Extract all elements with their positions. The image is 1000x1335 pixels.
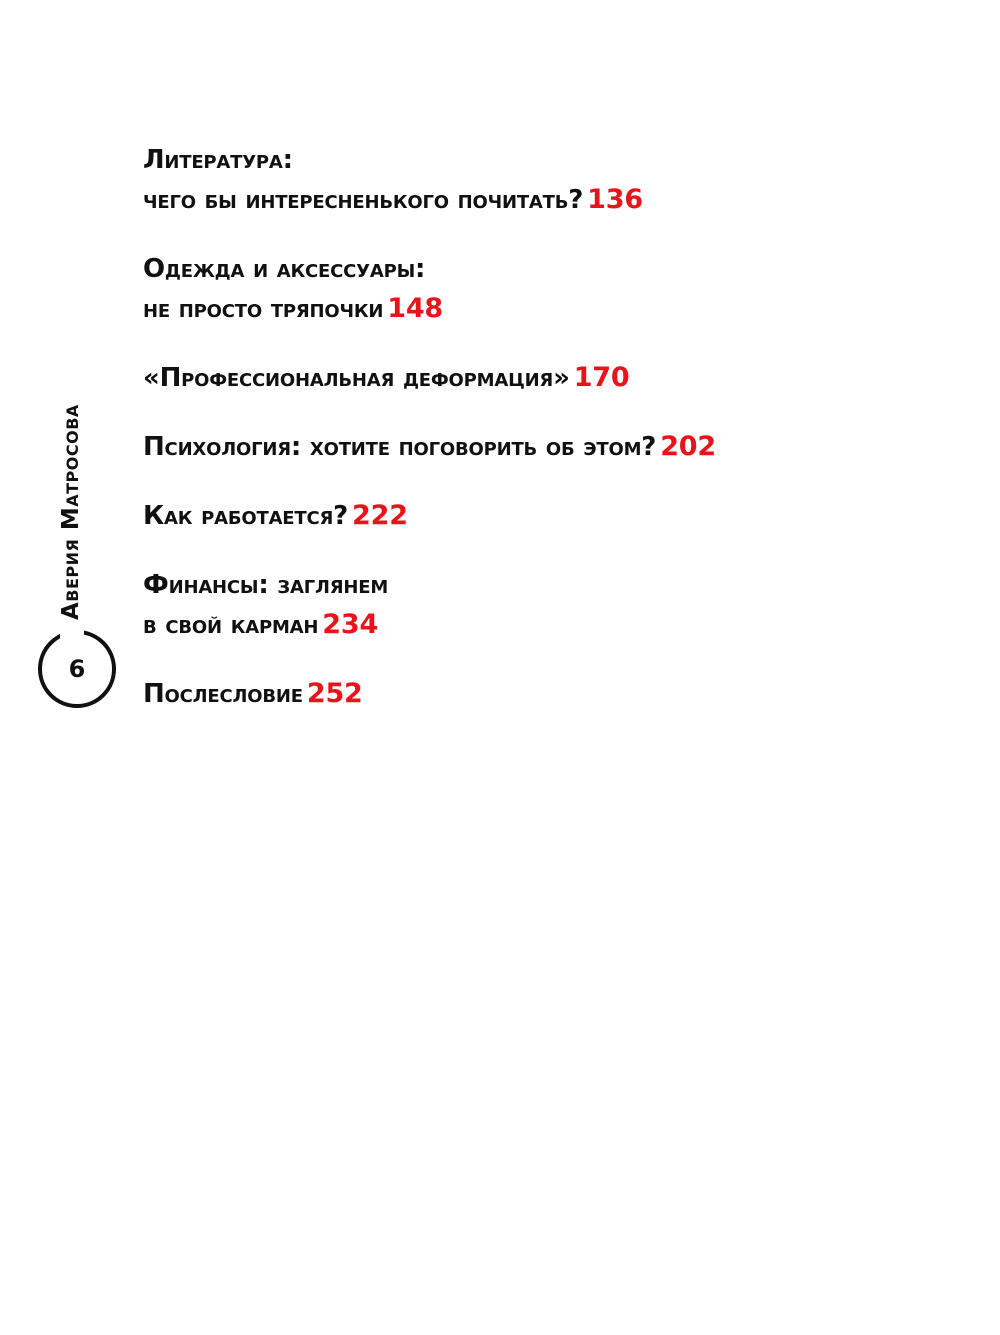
toc-entry-page: 252 (306, 678, 363, 709)
toc-entry-page: 148 (387, 293, 443, 324)
toc-entry-title: «Профессиональная деформация» (143, 363, 570, 393)
toc-entry-work (143, 496, 963, 536)
toc-entry-deformation (143, 358, 963, 398)
toc-entry-page: 136 (587, 184, 643, 215)
toc-entry-literature (143, 140, 963, 220)
toc-entry-subtitle: в свой карман (143, 610, 319, 640)
toc-entry-title: Одежда и аксессуары: (143, 254, 426, 284)
circle-gap (60, 622, 84, 638)
toc-entry-title: Психология: хотите поговорить об этом? (143, 432, 657, 462)
toc-entry-page: 202 (660, 431, 716, 462)
toc-entry-finance (143, 565, 963, 645)
author-name: Аверия Матросова (58, 404, 84, 620)
toc-entry-title: Послесловие (143, 679, 303, 709)
toc-entry-page: 234 (322, 609, 379, 640)
toc-entry-page: 170 (573, 362, 630, 393)
toc-entry-title: Финансы: заглянем (143, 570, 389, 600)
toc-entry-subtitle: чего бы интересненького почитать? (143, 185, 584, 215)
page-number-circle (38, 630, 116, 708)
toc-entry-page: 222 (352, 500, 408, 531)
toc-entry-clothing (143, 249, 963, 329)
toc-entry-afterword (143, 674, 963, 714)
toc-entry-title: Как работается? (143, 501, 349, 531)
toc-entry-psychology (143, 427, 963, 467)
toc-entry-title: Литература: (143, 145, 293, 175)
table-of-contents (143, 140, 963, 743)
page-number: 6 (68, 655, 86, 683)
toc-entry-subtitle: не просто тряпочки (143, 294, 384, 324)
